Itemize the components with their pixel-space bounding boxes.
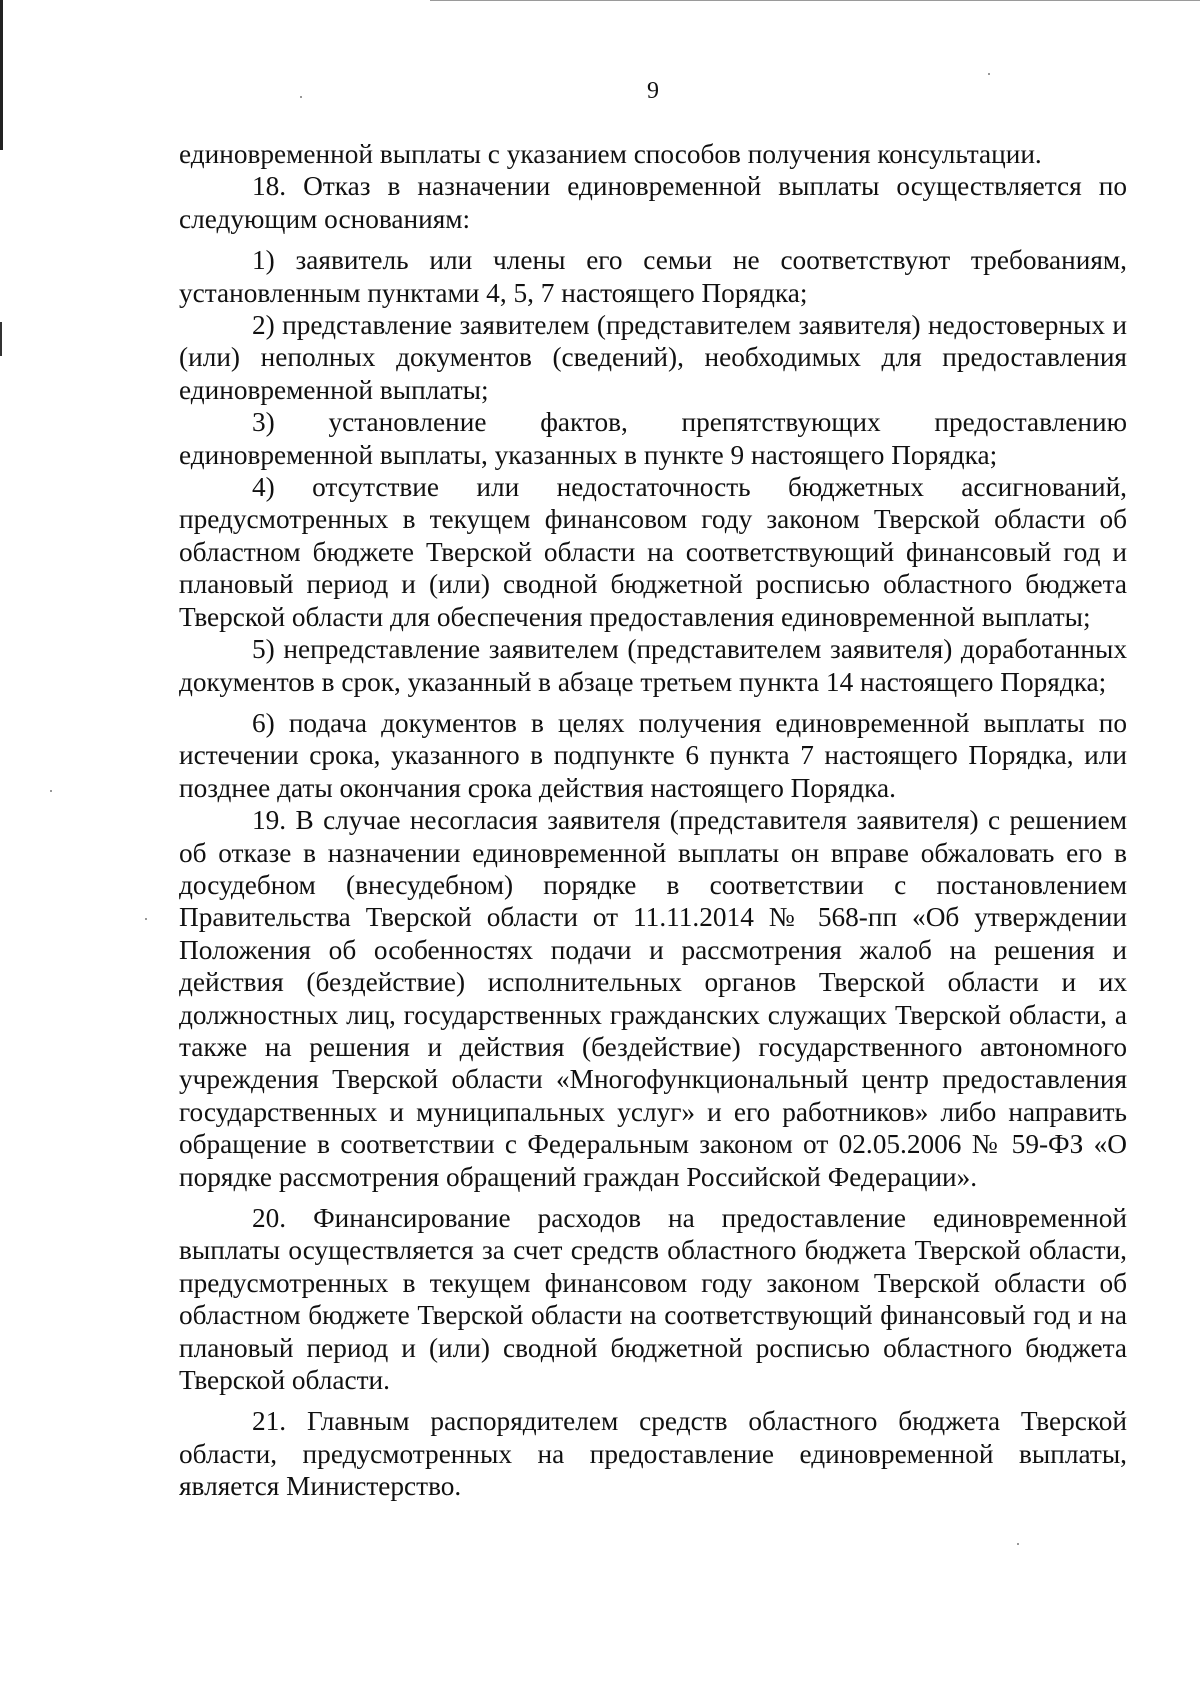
paragraph-subitem-6: 6) подача документов в целях получения единовременной выплаты по истечении срока, указанного в подпункте 6 пункта 7 настоящего Порядка, или позднее даты окончания срока действия настоящего Порядка.: [179, 707, 1127, 803]
scan-speck: [50, 790, 52, 792]
paragraph-subitem-5: 5) непредставление заявителем (представителем заявителя) доработанных документов в срок, указанный в абзаце третьем пункта 14 настоящего Порядка;: [179, 634, 1127, 697]
paragraph-subitem-2: 2) представление заявителем (представителем заявителя) недостоверных и (или) неполных документов (сведений), необходимых для предоставления единовременной выплаты;: [179, 310, 1127, 405]
paragraph-subitem-3: 3) установление фактов, препятствующих предоставлению единовременной выплаты, указанных в пункте 9 настоящего Порядка;: [179, 407, 1127, 470]
scan-edge-top: [430, 0, 1200, 1]
paragraph-subitem-4: 4) отсутствие или недостаточность бюджетных ассигнований, предусмотренных в текущем финансовом году законом Тверской области об областном бюджете Тверской области на соответствующий финансовый год и плановый период и (или) сводной бюджетной росписью областного бюджета Тверской области для обеспечения предоставления единовременной выплаты;: [179, 472, 1127, 632]
scan-edge-left: [0, 0, 3, 150]
page-number: 9: [647, 78, 659, 104]
paragraph-subitem-1: 1) заявитель или члены его семьи не соответствуют требованиям, установленным пунктами 4, 5, 7 настоящего Порядка;: [179, 245, 1127, 308]
paragraph-item-21: 21. Главным распорядителем средств областного бюджета Тверской области, предусмотренных на предоставление единовременной выплаты, является Министерство.: [179, 1406, 1127, 1502]
scan-speck: [1017, 1543, 1019, 1545]
paragraph-item-19: 19. В случае несогласия заявителя (представителя заявителя) с решением об отказе в назначении единовременной выплаты он вправе обжаловать его в досудебном (внесудебном) порядке в соответствии с постановлением Правительства Тверской области от 11.11.2014 № 568-пп «Об утверждении Положения об особенностях подачи и рассмотрения жалоб на решения и действия (бездействие) исполнительных органов Тверской области и их должностных лиц, государственных гражданских служащих Тверской области, а также на решения и действия (бездействие) государственного автономного учреждения Тверской области «Многофункциональный центр предоставления государственных и муниципальных услуг» и его работников» либо направить обращение в соответствии с Федеральным законом от 02.05.2006 № 59-ФЗ «О порядке рассмотрения обращений граждан Российской Федерации».: [179, 805, 1127, 1192]
scan-speck: [145, 918, 147, 920]
scan-speck: [988, 73, 990, 75]
document-body: [179, 138, 1127, 1503]
paragraph-item-20: 20. Финансирование расходов на предоставление единовременной выплаты осуществляется за счет средств областного бюджета Тверской области, предусмотренных в текущем финансовом году законом Тверской области об областном бюджете Тверской области на соответствующий финансовый год и на плановый период и (или) сводной бюджетной росписью областного бюджета Тверской области.: [179, 1203, 1127, 1396]
paragraph-continuation: единовременной выплаты с указанием способов получения консультации.: [179, 139, 1042, 169]
paragraph-item-18: 18. Отказ в назначении единовременной выплаты осуществляется по следующим основаниям:: [179, 171, 1127, 234]
scan-edge-left-mark: [0, 322, 2, 356]
